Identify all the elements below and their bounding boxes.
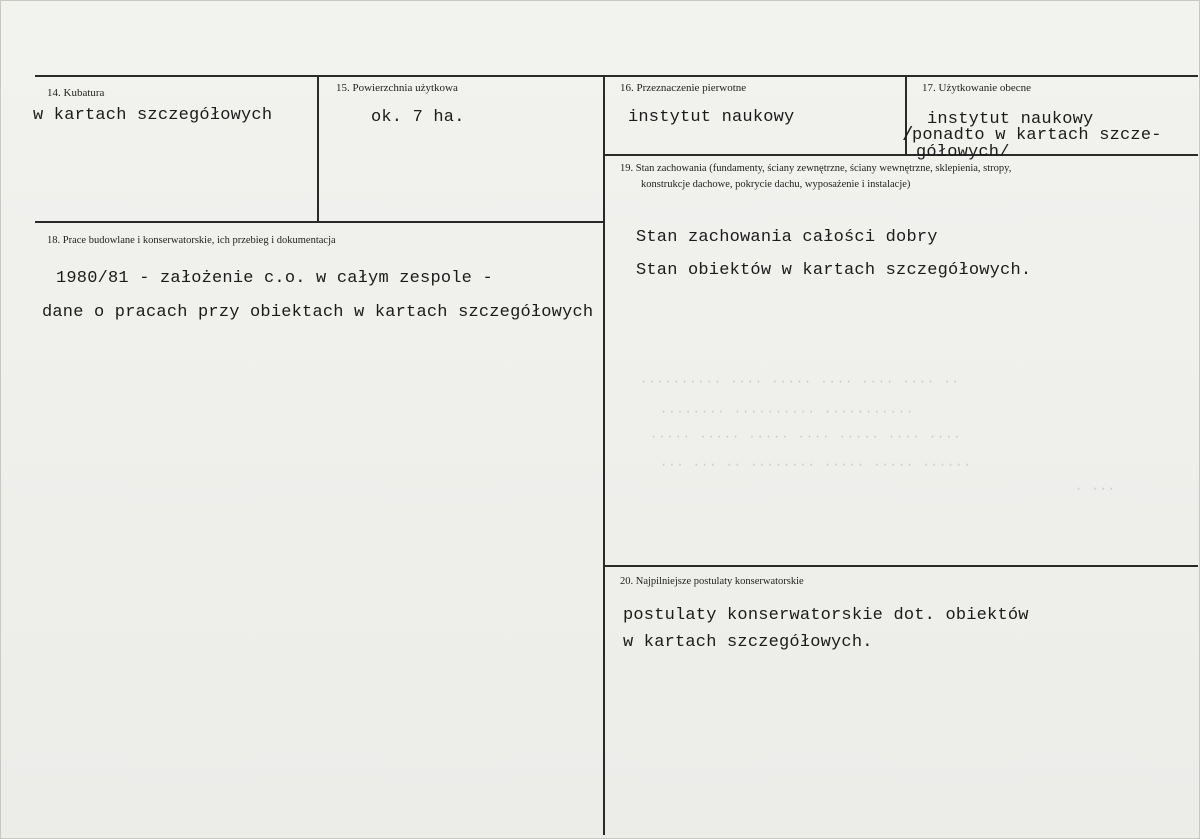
field-20-line-2: w kartach szczegółowych.	[623, 633, 873, 652]
field-20-label: 20. Najpilniejsze postulaty konserwatorskie	[620, 576, 804, 587]
show-through-text: ········ ·········· ···········	[660, 405, 915, 419]
field-18-label: 18. Prace budowlane i konserwatorskie, ich przebieg i dokumentacja	[47, 235, 336, 246]
field-19-line-2: Stan obiektów w kartach szczegółowych.	[636, 261, 1032, 280]
field-18-line-1: 1980/81 - założenie c.o. w całym zespole -	[56, 269, 493, 288]
show-through-text: ·········· ···· ····· ···· ···· ···· ··	[640, 375, 960, 389]
field-15-value: ok. 7 ha.	[371, 108, 465, 127]
field-19-label-line-2: konstrukcje dachowe, pokrycie dachu, wyposażenie i instalacje)	[641, 179, 911, 190]
rule-col-15	[317, 75, 319, 222]
field-16-label: 16. Przeznaczenie pierwotne	[620, 82, 747, 94]
field-15-label: 15. Powierzchnia użytkowa	[336, 82, 458, 94]
field-17-label: 17. Użytkowanie obecne	[922, 82, 1032, 94]
field-19-line-1: Stan zachowania całości dobry	[636, 228, 938, 247]
show-through-text: ····· ····· ····· ···· ····· ···· ····	[650, 430, 962, 444]
field-17-line-2: ponadto w kartach szcze-	[912, 126, 1162, 145]
show-through-text: ··· ··· ·· ········ ····· ····· ······	[660, 458, 972, 472]
field-17-line-1: instytut naukowy	[927, 110, 1094, 129]
field-20-line-1: postulaty konserwatorskie dot. obiektów	[623, 606, 1029, 625]
slash-mark: /	[902, 124, 914, 146]
field-18-line-2: dane o pracach przy obiektach w kartach szczegółowych	[42, 303, 594, 322]
rule-top	[35, 75, 1198, 77]
field-17-line-3: gółowych/	[916, 143, 1010, 162]
rule-col-middle	[603, 75, 605, 835]
field-19-label-line-1: 19. Stan zachowania (fundamenty, ściany zewnętrzne, ściany wewnętrzne, sklepienia, stropy,	[620, 163, 1012, 174]
rule-right-row3	[604, 565, 1198, 567]
field-14-label: 14. Kubatura	[47, 87, 105, 99]
field-14-value: w kartach szczegółowych	[33, 106, 273, 125]
field-16-value: instytut naukowy	[628, 108, 795, 127]
show-through-text: · ···	[1075, 482, 1117, 496]
rule-row2	[35, 221, 604, 223]
rule-right-row2	[604, 154, 1198, 156]
